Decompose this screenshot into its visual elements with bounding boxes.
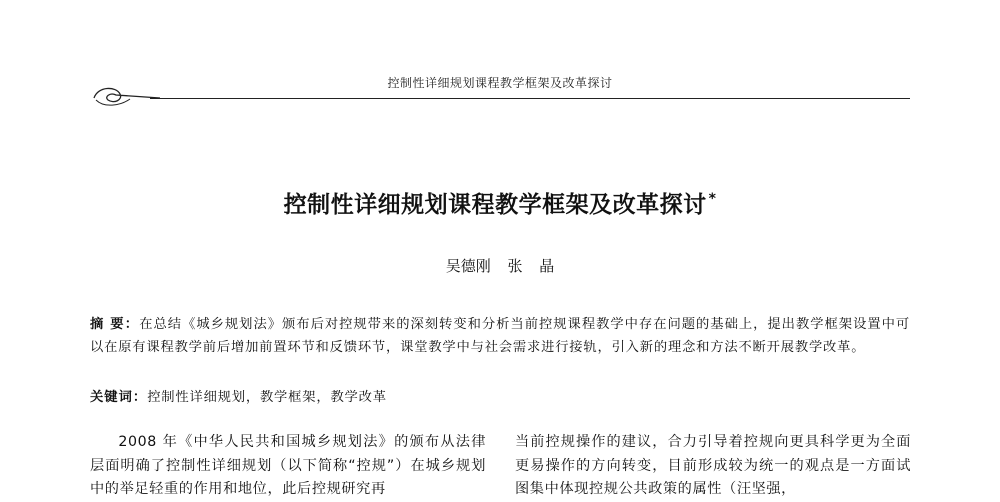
running-header-title: 控制性详细规划课程教学框架及改革探讨: [387, 76, 613, 90]
abstract-label: 摘 要：: [90, 317, 140, 332]
paper-title-text: 控制性详细规划课程教学框架及改革探讨: [283, 192, 707, 218]
body-left-column: 2008 年《中华人民共和国城乡规划法》的颁布从法律层面明确了控制性详细规划（以下简称“控规”）在城乡规划中的举足轻重的作用和地位，此后控规研究再: [90, 434, 486, 497]
keywords-text: 控制性详细规划，教学框架，教学改革: [147, 390, 387, 405]
title-footnote-marker: *: [708, 191, 717, 207]
abstract-text: 在总结《城乡规划法》颁布后对控规带来的深刻转变和分析当前控规课程教学中存在问题的基础上，提出教学框架设置中可以在原有课程教学前后增加前置环节和反馈环节，课堂教学中与社会需求进行接轨，引入新的理念和方法不断开展教学改革。: [90, 317, 910, 355]
running-header: [90, 70, 910, 110]
abstract: [90, 313, 910, 359]
body-right-column: 当前控规操作的建议，合力引导着控规向更具科学更为全面更易操作的方向转变，目前形成较为统一的观点是一方面试图集中体现控规公共政策的属性（汪坚强，: [515, 434, 911, 497]
keywords: [90, 386, 910, 409]
header-rule: [150, 98, 910, 99]
authors: 吴德刚 张 晶: [445, 257, 555, 275]
paper-title: [0, 186, 1000, 219]
keywords-label: 关键词：: [90, 390, 148, 405]
